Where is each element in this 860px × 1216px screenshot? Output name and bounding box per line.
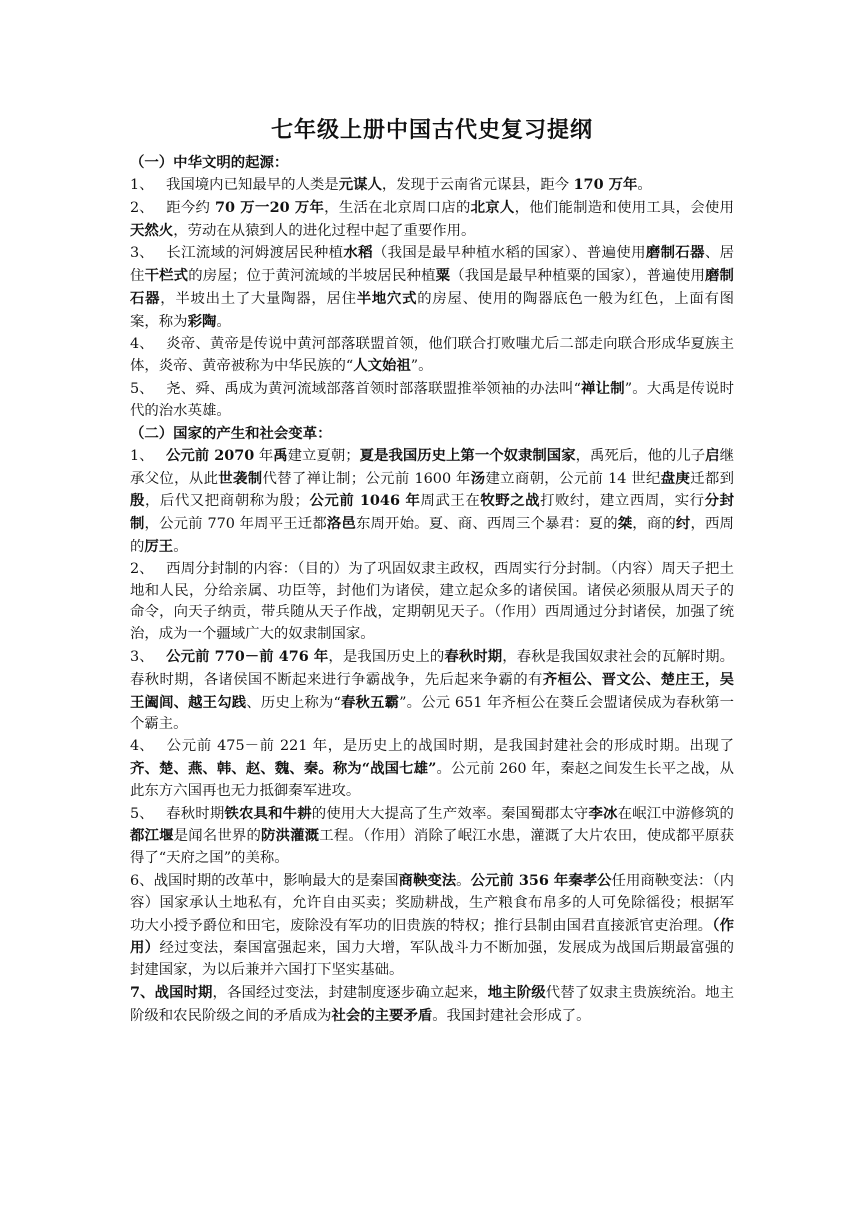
text-run: 经过变法，秦国富强起来，国力大增，军队战斗力不断加强，发展成为战国后期最富强的封建国家，为以后兼并六国打下坚实基础。: [130, 940, 734, 979]
bold-text: 齐桓公、晋文公、楚庄王，吴王阖闾、越王勾践: [130, 670, 734, 711]
paragraph: [130, 646, 734, 736]
text-run: 。: [456, 872, 471, 889]
text-run: 东周开始。夏、商、西周三个暴君：夏的: [355, 516, 618, 533]
text-run: 的房屋；位于黄河流域的半坡居民种植: [188, 268, 436, 285]
text-run: 我国境内已知最早的人类是: [166, 177, 339, 193]
text-run: 、居住: [130, 245, 734, 285]
bold-text: 殷: [130, 492, 145, 510]
bold-text: 商鞅变法: [398, 871, 457, 889]
text-run: 战国时期的改革中，影响最大的是秦国: [153, 872, 399, 889]
bold-text: 磨制石器: [645, 244, 705, 262]
text-run: 工程。（作用）消除了岷江水患，灌溉了大片农田，使成都平原获得了“天府之国”的美称。: [130, 828, 734, 867]
text-run: ，生活在北京周口店的: [324, 199, 471, 216]
bold-text: 公元前 356 年秦孝公: [470, 871, 612, 889]
bold-text: 磨制石器: [130, 267, 734, 307]
text-run: ，半坡出土了大量陶器，居住: [160, 290, 357, 307]
text-run: 距今约: [166, 199, 216, 216]
bold-text: 北京人: [470, 198, 515, 216]
text-run: 年: [254, 447, 274, 464]
text-run: 公元前 475－前 221 年，是历史上的战国时期，是我国封建社会的形成时期。出现了: [166, 738, 734, 755]
bold-text: 齐、楚、燕、韩、赵、魏、秦。称为“战国七雄”: [130, 759, 437, 777]
text-run: 建立商朝，公元前 14 世纪: [485, 470, 661, 487]
item-number: 1、: [130, 447, 154, 464]
item-number: 2、: [130, 199, 154, 216]
bold-text: 李冰: [588, 804, 618, 822]
text-run: 尧、舜、禹成为黄河流域部落首领时部落联盟推举领袖的办法叫“: [166, 381, 581, 398]
bold-text: 夏是我国历史上第一个奴隶制国家: [359, 446, 576, 464]
text-run: ，劳动在从猿到人的进化过程中起了重要作用。: [173, 222, 476, 239]
paragraph: [130, 870, 734, 982]
section-heading: （一）中华文明的起源：: [130, 154, 289, 171]
text-run: ”。大禹是传说时代的治水英雄。: [130, 381, 734, 419]
bold-text: 分封制: [130, 492, 734, 533]
text-run: 建立夏朝；: [287, 447, 360, 464]
bold-text: 牧野之战: [480, 492, 541, 510]
bold-text: 启: [705, 446, 720, 464]
bold-text: 禅让制: [580, 380, 625, 398]
bold-text: 公元前 1046 年: [308, 492, 421, 510]
item-number: 4、: [130, 335, 154, 352]
bold-text: 170 万年: [573, 176, 638, 193]
text-run: 6、: [130, 872, 154, 889]
text-run: 在岷江中游修筑的: [617, 805, 734, 822]
bold-text: 公元前 2070: [166, 446, 255, 464]
bold-text: 地主阶级: [487, 983, 546, 1001]
bold-text: 彩陶: [187, 312, 217, 330]
text-run: 。: [216, 313, 231, 330]
text-run: ，商的: [632, 516, 676, 533]
paragraph: [130, 445, 734, 559]
bold-text: 都江堰: [130, 827, 174, 845]
text-run: 代替了禅让制；公元前 1600 年: [262, 470, 471, 487]
text-run: 是闻名世界的: [173, 828, 262, 845]
paragraph: [130, 378, 734, 423]
item-number: 1、: [130, 177, 154, 193]
text-run: ，公元前 770 年周平王迁都: [144, 516, 327, 533]
text-run: 任用商鞅变法：（内容）国家承认土地私有，允许自由买卖；奖励耕战，生产粮食布帛多的人可免除徭役；根据军功大小授予爵位和田宅，废除没有军功的旧贵族的特权；推行县制由国君直接派官吏治理。: [130, 872, 734, 934]
text-run: ，发现于云南省元谋县，距今: [381, 177, 574, 193]
bold-text: 汤: [470, 469, 486, 487]
bold-text: 春秋时期: [444, 647, 503, 665]
text-run: 继承父位，从此: [130, 447, 734, 487]
text-run: ，禹死后，他的儿子: [575, 447, 706, 464]
text-run: 、历史上称为“: [246, 694, 341, 711]
bold-text: 洛邑: [326, 515, 356, 533]
text-run: （我国是最早种植粟的国家），普遍使用: [450, 268, 705, 285]
text-run: ，西周的: [130, 516, 734, 555]
bold-text: 盘庚: [660, 469, 691, 487]
item-number: 3、: [130, 245, 154, 262]
bold-text: 纣: [675, 515, 691, 533]
text-run: 春秋时期: [166, 805, 225, 822]
section-heading: （二）国家的产生和社会变革：: [130, 424, 332, 442]
document-title: 七年级上册中国古代史复习提纲: [270, 117, 593, 143]
text-run: ，后代又把商朝称为殷；: [144, 493, 309, 510]
text-run: 炎帝、黄帝是传说中黄河部落联盟首领，他们联合打败嗤尤后二部走向联合形成华夏族主体，炎帝、黄帝被称为中华民族的“: [130, 335, 734, 375]
bold-text: 厉王: [144, 537, 174, 555]
text-run: 。: [173, 538, 188, 555]
text-run: （我国是最早种植水稻的国家）、普遍使用: [372, 245, 646, 262]
paragraph: [130, 559, 734, 646]
text-run: ，是我国历史上的: [328, 648, 445, 665]
bold-text: 世袭制: [218, 469, 263, 487]
bold-text: 公元前 770－前 476 年: [166, 647, 329, 665]
paragraph: [130, 736, 734, 802]
paragraph: [130, 334, 734, 379]
text-run: ”。公元 651 年齐桓公在葵丘会盟诸侯成为春秋第一个霸主。: [130, 694, 734, 733]
item-number: 5、: [130, 381, 154, 398]
bold-text: （作用）: [130, 916, 734, 957]
text-run: 。我国封建社会形成了。: [432, 1007, 591, 1024]
text-run: ，各国经过变法，封建制度逐步确立起来，: [212, 984, 488, 1001]
text-run: 迁都到: [690, 470, 734, 487]
bold-text: 春秋五霸: [340, 693, 400, 711]
bold-text: 干栏式: [144, 267, 189, 285]
text-run: 。公元前 260 年，秦赵之间发生长平之战，从此东方六国再也无力抵御秦军进攻。: [130, 760, 734, 799]
text-run: 的房屋、使用的陶器底色一般为红色，上面有图案，称为: [130, 290, 734, 330]
paragraph: [130, 174, 734, 197]
text-run: ，他们能制造和使用工具，会使用: [514, 199, 734, 216]
text-run: 西周分封制的内容：（目的）为了巩固奴隶主政权，西周实行分封制。（内容）周天子把土地和人民，分给亲属、功臣等，封他们为诸侯，建立起众多的诸侯国。诸侯必须服从周天子的命令，向天子纳贡，带兵随从天子作战，定期朝见天子。（作用）西周通过分封诸侯，加强了统治，成为一个疆域广大的奴隶制国家。: [130, 560, 734, 643]
bold-text: 禹: [273, 446, 288, 464]
text-run: 代替了奴隶主贵族统治。地主阶级和农民阶级之间的矛盾成为: [130, 984, 734, 1024]
document-body: [130, 152, 734, 1027]
text-run: 的使用大大提高了生产效率。秦国蜀郡太守: [311, 805, 589, 822]
paragraph: [130, 982, 734, 1028]
text-run: 长江流域的河姆渡居民种植: [166, 245, 344, 262]
bold-text: 元谋人: [338, 176, 382, 193]
bold-text: 铁农具和牛耕: [224, 804, 312, 822]
text-run: 周武王在: [420, 493, 481, 510]
bold-text: 70 万一20 万年: [215, 198, 325, 216]
paragraph: [130, 242, 734, 333]
bold-text: 半地穴式: [356, 289, 418, 307]
bold-text: 水稻: [343, 244, 373, 262]
text-run: 。: [637, 177, 652, 193]
paragraph: [130, 197, 734, 243]
bold-text: 社会的主要矛盾: [331, 1006, 433, 1024]
item-number: 2、: [130, 560, 154, 577]
bold-text: 7、战国时期: [130, 983, 213, 1001]
bold-text: 人文始祖: [353, 357, 411, 375]
bold-text: 防洪灌溉: [261, 827, 320, 845]
text-run: ，春秋是我国奴隶社会的瓦解时期。春秋时期，各诸侯国不断起来进行争霸战争，先后起来争霸的有: [130, 648, 734, 688]
item-number: 3、: [130, 648, 154, 665]
item-number: 5、: [130, 805, 154, 822]
item-number: 4、: [130, 738, 154, 755]
text-run: ”。: [410, 358, 433, 375]
bold-text: 粟: [435, 267, 451, 285]
text-run: 打败纣，建立西周，实行: [540, 493, 705, 510]
paragraph: [130, 803, 734, 870]
bold-text: 天然火: [130, 221, 174, 239]
bold-text: 桀: [617, 515, 633, 533]
